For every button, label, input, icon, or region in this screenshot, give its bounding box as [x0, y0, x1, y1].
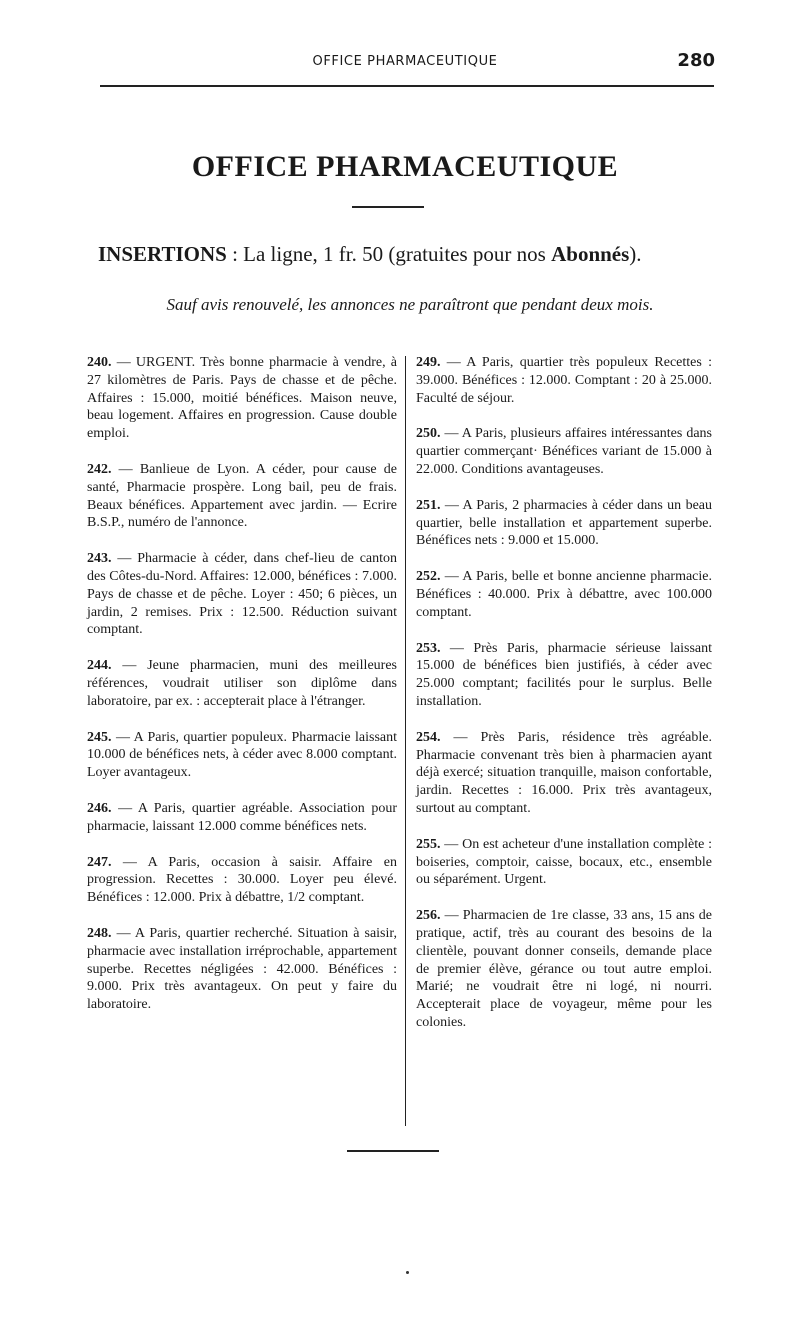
insertions-end: ). — [629, 242, 642, 266]
classified-ad — [87, 854, 397, 907]
ad-text: — A Paris, quartier très populeux Recettes : 39.000. Bénéfices : 12.000. Comptant : 20 à 25.000. Faculté de séjour. — [416, 355, 713, 406]
ad-number: 244. — [87, 658, 112, 674]
classified-ad — [87, 657, 397, 710]
ad-number: 254. — [416, 729, 441, 745]
classified-ad — [416, 729, 712, 818]
ad-text: — Près Paris, résidence très agréable. Pharmacie convenant très bien à pharmacien ayant déjà exercé; situation tranquille, maison confortable, jardin. Recettes : 16.000. Prix très avantageux, surtout au comptant. — [416, 729, 712, 816]
ad-number: 246. — [87, 800, 112, 816]
ad-number: 240. — [87, 355, 112, 370]
ad-number: 247. — [87, 854, 112, 870]
page-number: 280 — [677, 50, 715, 71]
classified-ad — [87, 729, 397, 782]
classified-ad — [416, 425, 712, 478]
ad-number: 248. — [87, 925, 112, 941]
ad-text: — Près Paris, pharmacie sérieuse laissant 15.000 de bénéfices bien justifiés, à céder avec 25.000 comptant; facilités pour le surplus. Belle installation. — [416, 640, 712, 709]
insertions-subscribers: Abonnés — [551, 242, 630, 266]
ad-number: 242. — [87, 461, 112, 477]
ad-text: — On est acheteur d'une installation complète : boiseries, comptoir, caisse, bocaux, etc., ensemble ou séparément. Urgent. — [416, 836, 712, 888]
left-column — [87, 354, 397, 1032]
classified-ad — [87, 925, 397, 1014]
classified-ad — [416, 836, 712, 889]
classified-ad — [416, 497, 712, 550]
classified-ad — [416, 640, 712, 711]
ad-text: — A Paris, occasion à saisir. Affaire en progression. Recettes : 30.000. Loyer peu élevé. Bénéfices : 12.000. Prix à débattre, 1/2 comptant. — [87, 854, 398, 906]
page-title: OFFICE PHARMACEUTIQUE — [191, 150, 619, 183]
classified-ad — [87, 550, 397, 639]
classified-ad — [416, 354, 712, 407]
ad-text: — URGENT. Très bonne pharmacie à vendre, à 27 kilomètres de Paris. Pays de chasse et de pêche. Affaires : 15.000, moitié bénéfices. Maison neuve, beau logement. Affaires en progression. Cause double emploi. — [87, 355, 397, 442]
right-column — [416, 354, 712, 1050]
insertions-line — [98, 242, 718, 267]
classified-ad — [87, 800, 397, 836]
insertions-price: : La ligne, 1 fr. 50 (gratuites pour nos — [226, 242, 552, 266]
ad-number: 256. — [416, 908, 441, 924]
ad-text: — Banlieue de Lyon. A céder, pour cause de santé, Pharmacie prospère. Long bail, peu de frais. Beaux bénéfices. Appartement avec jardin. — Ecrire B.S.P., numéro de l'annonce. — [87, 461, 398, 531]
bottom-rule — [347, 1150, 439, 1152]
ad-text: — A Paris, plusieurs affaires intéressantes dans quartier commerçant· Bénéfices variant de 15.000 à 22.000. Conditions avantageuses. — [416, 426, 712, 477]
ad-number: 243. — [87, 551, 112, 567]
ad-text: — Pharmacien de 1re classe, 33 ans, 15 ans de pratique, actif, très au courant des besoins de la clientèle, pouvant donner conseils, demande place de premier élève, gérance ou tout autre emploi. Marié; ne voudrait être ni logé, ni nourri. Accepterait place de voyageur, même pour les colonies. — [416, 908, 713, 1030]
ad-number: 251. — [416, 497, 441, 513]
ad-number: 250. — [416, 426, 441, 442]
header-rule — [100, 85, 714, 87]
ad-number: 255. — [416, 836, 441, 852]
notice: Sauf avis renouvelé, les annonces ne paraîtront que pendant deux mois. — [166, 295, 654, 314]
column-divider — [405, 356, 406, 1126]
ad-text: — A Paris, belle et bonne ancienne pharmacie. Bénéfices : 40.000. Prix à débattre, avec 100.000 comptant. — [416, 569, 712, 620]
ad-text: — A Paris, quartier populeux. Pharmacie laissant 10.000 de bénéfices nets, à céder avec 8.000 comptant. Loyer avantageux. — [87, 729, 398, 781]
ad-text: — Pharmacie à céder, dans chef-lieu de canton des Côtes-du-Nord. Affaires: 12.000, bénéfices : 7.000. Pays de chasse et de pêche. Loyer : 450; 6 pièces, un jardin, 2 remises. Prix : 12.500. Réduction suivant comptant. — [87, 551, 398, 638]
title-rule — [352, 206, 424, 208]
print-speck — [406, 1271, 409, 1274]
ad-text: — A Paris, 2 pharmacies à céder dans un beau quartier, belle installation et appartement superbe. Bénéfices nets : 9.000 et 15.000. — [416, 497, 713, 549]
ad-number: 249. — [416, 355, 441, 370]
ad-text: — A Paris, quartier recherché. Situation à saisir, pharmacie avec installation irréprochable, appartement superbe. Recettes négligées : 42.000. Bénéfices : 9.000. Prix très avantageux. On peut y faire du laboratoire. — [87, 925, 397, 1013]
ad-number: 253. — [416, 640, 441, 656]
insertions-label: INSERTIONS — [98, 242, 227, 266]
running-header — [100, 50, 715, 74]
ad-text: — A Paris, quartier agréable. Association pour pharmacie, laissant 12.000 comme bénéfices nets. — [87, 800, 398, 834]
running-title: OFFICE PHARMACEUTIQUE — [312, 54, 498, 69]
ad-text: — Jeune pharmacien, muni des meilleures références, voudrait utiliser son diplôme dans laboratoire, par ex. : accepterait place à l'étranger. — [87, 658, 397, 709]
classified-ad — [87, 461, 397, 532]
ad-number: 252. — [416, 569, 441, 585]
classified-ad — [87, 354, 397, 443]
classified-ad — [416, 907, 712, 1032]
ad-number: 245. — [87, 729, 112, 745]
classified-ad — [416, 568, 712, 621]
